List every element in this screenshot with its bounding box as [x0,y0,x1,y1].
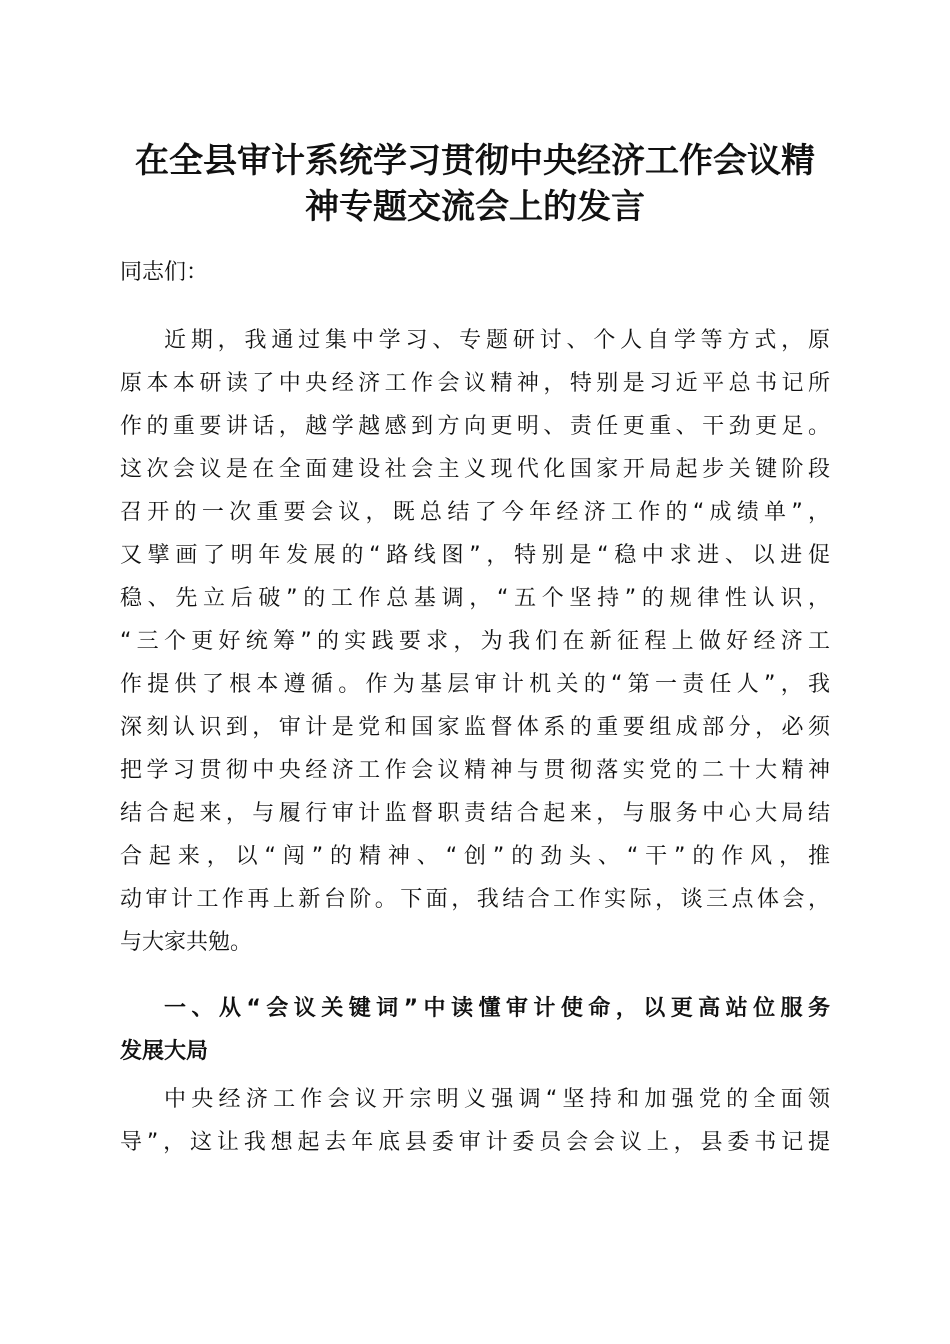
document-title-line-1: 在全县审计系统学习贯彻中央经济工作会议精 [135,141,815,181]
paragraph-1-line: 作的重要讲话，越学越感到方向更明、责任更重、干劲更足。 [120,414,830,439]
paragraph-1-line: “三个更好统筹”的实践要求，为我们在新征程上做好经济工 [120,629,830,654]
paragraph-1-line: 与大家共勉。 [120,930,253,955]
paragraph-1-line: 把学习贯彻中央经济工作会议精神与贯彻落实党的二十大精神 [120,758,830,783]
salutation: 同志们： [120,260,209,285]
paragraph-2-line: 导”，这让我想起去年底县委审计委员会会议上，县委书记提 [120,1130,830,1155]
paragraph-1-line: 召开的一次重要会议，既总结了今年经济工作的“成绩单”， [120,500,830,525]
paragraph-1-line: 又擘画了明年发展的“路线图”，特别是“稳中求进、以进促 [120,543,830,568]
paragraph-1-line: 近期，我通过集中学习、专题研讨、个人自学等方式，原 [164,328,830,353]
section-heading-1-line: 一、从“会议关键词”中读懂审计使命，以更高站位服务 [164,996,830,1021]
paragraph-1-line: 稳、先立后破”的工作总基调，“五个坚持”的规律性认识， [120,586,830,611]
paragraph-1-line: 动审计工作再上新台阶。下面，我结合工作实际，谈三点体会， [120,887,830,912]
document-title-line-2: 神专题交流会上的发言 [305,187,645,227]
paragraph-1-line: 原本本研读了中央经济工作会议精神，特别是习近平总书记所 [120,371,830,396]
paragraph-2-line: 中央经济工作会议开宗明义强调“坚持和加强党的全面领 [164,1087,830,1112]
section-heading-1-line: 发展大局 [120,1039,209,1064]
paragraph-1-line: 作提供了根本遵循。作为基层审计机关的“第一责任人”，我 [120,672,830,697]
paragraph-1-line: 深刻认识到，审计是党和国家监督体系的重要组成部分，必须 [120,715,830,740]
paragraph-1-line: 合起来，以“闯”的精神、“创”的劲头、“干”的作风，推 [120,844,830,869]
paragraph-1-line: 结合起来，与履行审计监督职责结合起来，与服务中心大局结 [120,801,830,826]
paragraph-1-line: 这次会议是在全面建设社会主义现代化国家开局起步关键阶段 [120,457,830,482]
